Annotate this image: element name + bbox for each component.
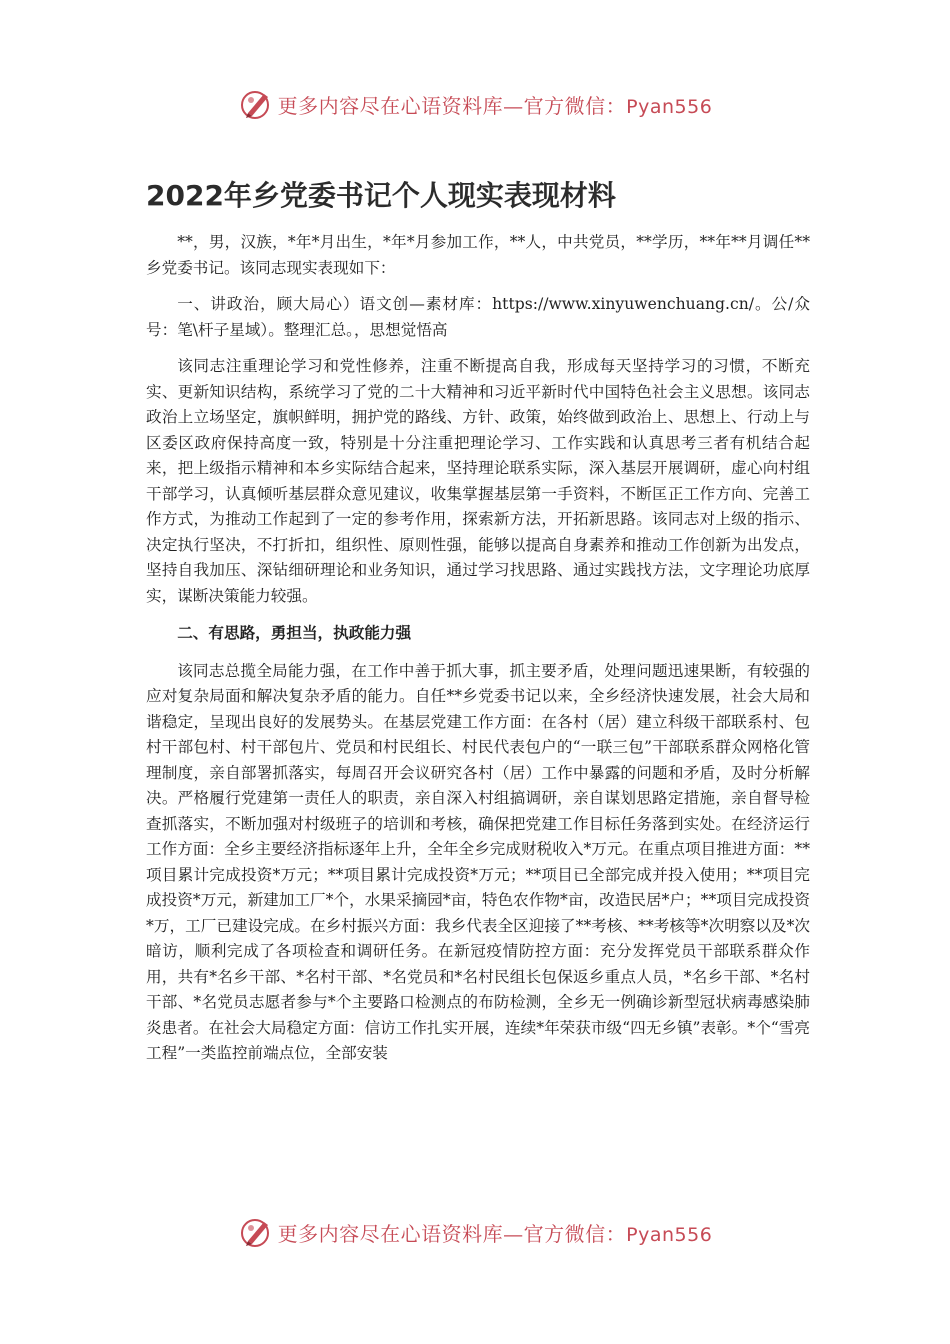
- pen-logo-icon: [238, 86, 274, 122]
- footer-banner-text: [278, 1218, 713, 1247]
- document-body: [146, 230, 810, 1067]
- section2-paragraph: 该同志总揽全局能力强，在工作中善于抓大事，抓主要矛盾，处理问题迅速果断，有较强的应对复杂局面和解决复杂矛盾的能力。自任**乡党委书记以来，全乡经济快速发展，社会大局和谐稳定，呈现出良好的发展势头。在基层党建工作方面：在各村（居）建立科级干部联系村、包村干部包村、村干部包片、党员和村民组长、村民代表包户的“一联三包”干部联系群众网格化管理制度，亲自部署抓落实，每周召开会议研究各村（居）工作中暴露的问题和矛盾，及时分析解决。严格履行党建第一责任人的职责，亲自深入村组搞调研，亲自谋划思路定措施，亲自督导检查抓落实，不断加强对村级班子的培训和考核，确保把党建工作目标任务落到实处。在经济运行工作方面：全乡主要经济指标逐年上升，全年全乡完成财税收入*万元。在重点项目推进方面：**项目累计完成投资*万元；**项目累计完成投资*万元；**项目已全部完成并投入使用；**项目完成投资*万元，新建加工厂*个，水果采摘园*亩，特色农作物*亩，改造民居*户；**项目完成投资*万，工厂已建设完成。在乡村振兴方面：我乡代表全区迎接了**考核、**考核等*次明察以及*次暗访，顺利完成了各项检查和调研任务。在新冠疫情防控方面：充分发挥党员干部联系群众作用，共有*名乡干部、*名村干部、*名党员和*名村民组长包保返乡重点人员，*名乡干部、*名村干部、*名党员志愿者参与*个主要路口检测点的布防检测，全乡无一例确诊新型冠状病毒感染肺炎患者。在社会大局稳定方面：信访工作扎实开展，连续*年荣获市级“四无乡镇”表彰。*个“雪亮工程”一类监控前端点位，全部安装: [146, 661, 810, 1062]
- intro-paragraph: **，男，汉族，*年*月出生，*年*月参加工作，**人，中共党员，**学历，**年**月调任**乡党委书记。该同志现实表现如下：: [146, 233, 810, 277]
- footer-banner-wechat-id: Pyan556: [626, 1223, 713, 1246]
- header-banner: [0, 84, 950, 124]
- document-title: 2022年乡党委书记个人现实表现材料: [146, 179, 616, 212]
- header-banner-text: [278, 90, 713, 119]
- pen-logo-icon: [238, 1214, 274, 1250]
- section1-paragraph: 该同志注重理论学习和党性修养，注重不断提高自我，形成每天坚持学习的习惯，不断充实、更新知识结构，系统学习了党的二十大精神和习近平新时代中国特色社会主义思想。该同志政治上立场坚定，旗帜鲜明，拥护党的路线、方针、政策，始终做到政治上、思想上、行动上与区委区政府保持高度一致，特别是十分注重把理论学习、工作实践和认真思考三者有机结合起来，把上级指示精神和本乡实际结合起来，坚持理论联系实际，深入基层开展调研，虚心向村组干部学习，认真倾听基层群众意见建议，收集掌握基层第一手资料，不断匡正工作方向、完善工作方式，为推动工作起到了一定的参考作用，探索新方法，开拓新思路。该同志对上级的指示、决定执行坚决，不打折扣，组织性、原则性强，能够以提高自身素养和推动工作创新为出发点，坚持自我加压、深钻细研理论和业务知识，通过学习找思路、通过实践找方法，文字理论功底厚实，谋断决策能力较强。: [146, 357, 810, 605]
- section2-heading: 二、有思路，勇担当，执政能力强: [177, 624, 412, 642]
- footer-banner-cn: 更多内容尽在心语资料库—官方微信：: [277, 1221, 627, 1246]
- header-banner-cn: 更多内容尽在心语资料库—官方微信：: [277, 93, 627, 118]
- header-banner-wechat-id: Pyan556: [626, 95, 713, 118]
- section1-heading: 一、讲政治，顾大局心）语文创—素材库：https://www.xinyuwenchuang.cn/。公/众号：笔\杆子星域）。整理汇总。，思想觉悟高: [146, 295, 810, 339]
- footer-banner: [0, 1212, 950, 1252]
